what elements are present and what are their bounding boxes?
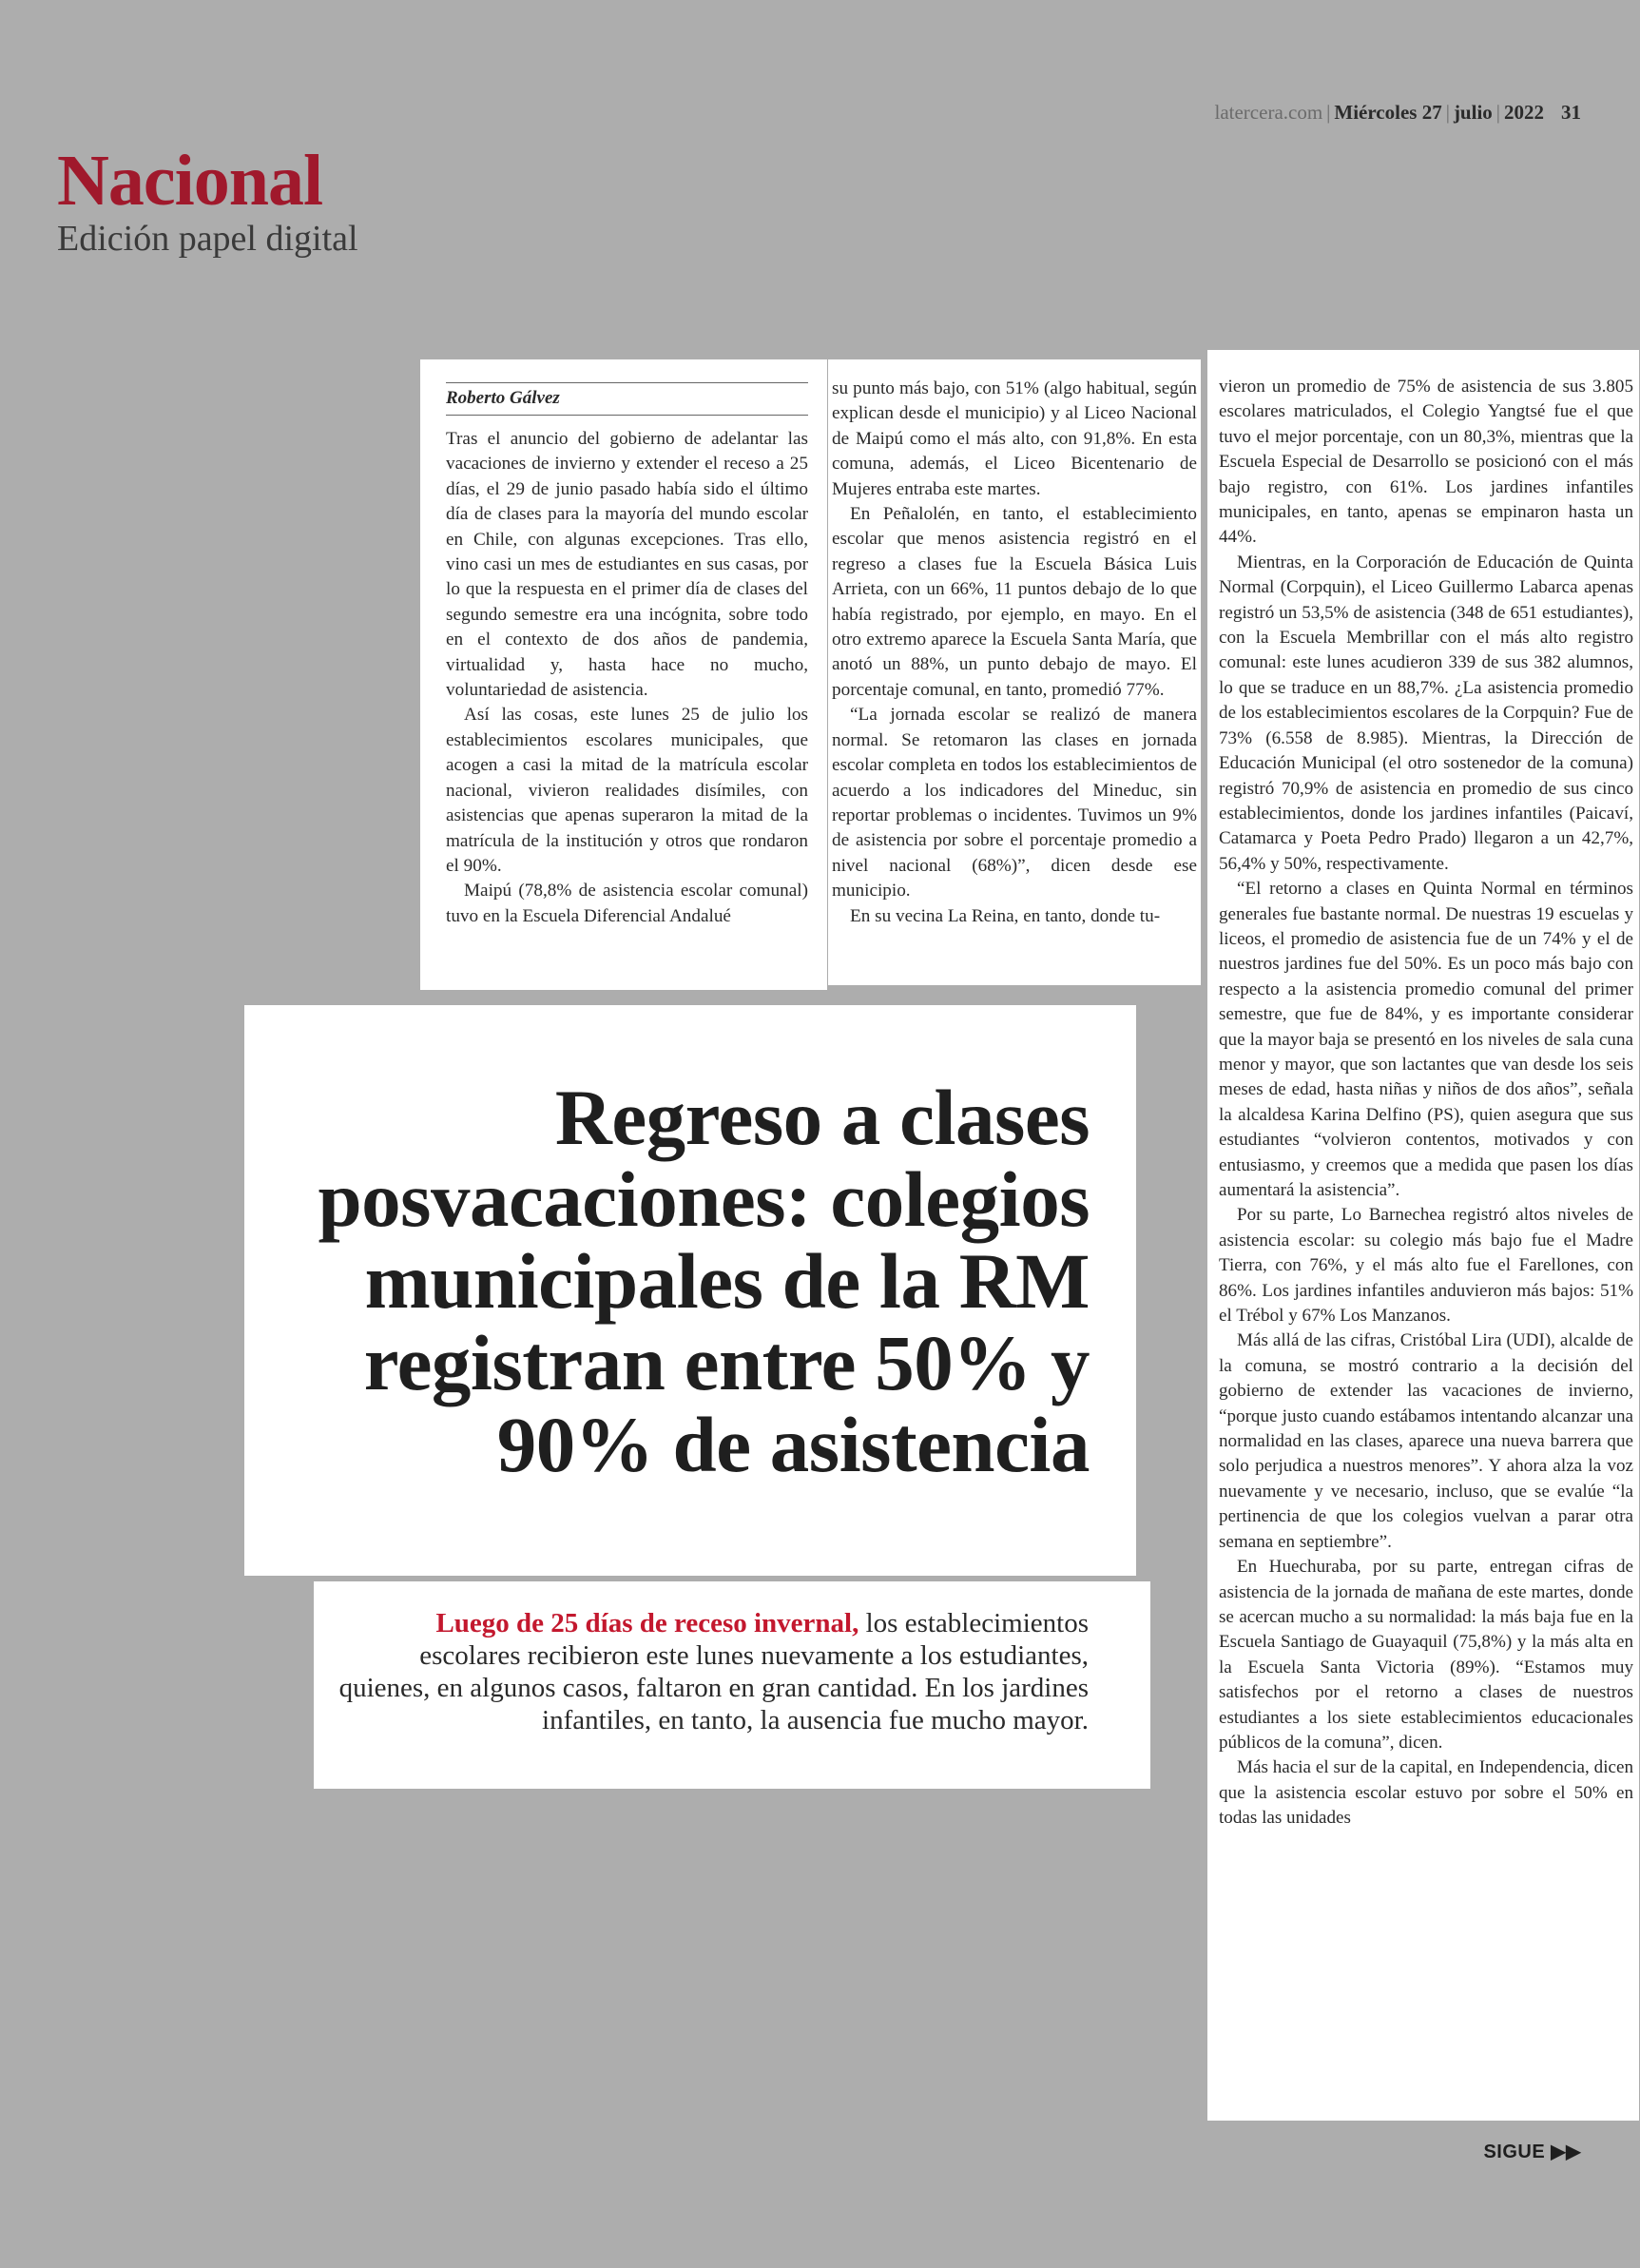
paragraph: Así las cosas, este lunes 25 de julio los establecimientos escolares municipales, que acogen a casi la mitad de la matrícula escolar nacional, vivieron realidades disímiles, con asistencias que apenas superaron la mitad de la matrícula de la institución y otros que rondaron el 90%. <box>446 705 808 876</box>
article-column-3 <box>1207 350 1639 2121</box>
paragraph: Más allá de las cifras, Cristóbal Lira (UDI), alcalde de la comuna, se mostró contrario a la decisión del gobierno de extender las vacaciones de invierno, “porque justo cuando estábamos intentando alcanzar una normalidad en las clases, aparece una nueva barrera que solo perjudica a nuestros menores”. Y ahora alza la voz nuevamente y ve necesario, incluso, que se evalúe “la pertinencia de que los colegios vuelvan a parar otra semana en septiembre”. <box>1219 1330 1633 1552</box>
deck-text: los establecimientos escolares recibieron este lunes nuevamente a los estudiantes, quienes, en algunos casos, faltaron en gran cantidad. En los jardines infantiles, en tanto, la ausencia fue mucho mayor. <box>338 1608 1089 1735</box>
site-name: latercera.com <box>1214 101 1323 124</box>
paragraph: “La jornada escolar se realizó de manera normal. Se retomaron las clases en jornada escolar completa en todos los establecimientos de acuerdo a los indicadores del Mineduc, sin reportar problemas o incidentes. Tuvimos un 9% de asistencia por sobre el porcentaje promedio a nivel nacional (68%)”, dicen desde ese municipio. <box>832 705 1197 901</box>
section-subtitle: Edición papel digital <box>57 219 358 259</box>
date-day: Miércoles 27 <box>1334 101 1442 124</box>
paragraph: Mientras, en la Corporación de Educación de Quinta Normal (Corpquin), el Liceo Guillermo Labarca apenas registró un 53,5% de asistencia (348 de 651 estudiantes), con la Escuela Membrillar con el más alto registro comunal: este lunes acudieron 339 de sus 382 alumnos, lo que se traduce en un 88,7%. ¿La asistencia promedio de los establecimientos escolares de la Corpquin? Fue de 73% (6.558 de 8.985). Mientras, la Dirección de Educación Municipal (el otro sostenedor de la comuna) registró 70,9% de asistencia en promedio de sus cinco establecimientos, donde los jardines infantiles (Paicaví, Catamarca y Poeta Pedro Prado) llegaron a un 42,7%, 56,4% y 50%, respectivamente. <box>1219 552 1633 874</box>
paragraph: En su vecina La Reina, en tanto, donde tu- <box>850 905 1161 926</box>
paragraph: Maipú (78,8% de asistencia escolar comunal) tuvo en la Escuela Diferencial Andalué <box>446 881 808 926</box>
deck-lead: Luego de 25 días de receso invernal, <box>435 1608 859 1638</box>
byline: Roberto Gálvez <box>446 382 808 416</box>
page-header-line: latercera.com | Miércoles 27 | julio | 2022 31 <box>1214 101 1581 124</box>
deck-box <box>314 1581 1150 1789</box>
paragraph: En Peñalolén, en tanto, el establecimiento escolar que menos asistencia registró en el regreso a clases fue la Escuela Básica Luis Arrieta, con un 66%, 11 puntos debajo de lo que había registrado, por ejemplo, en mayo. En el otro extremo aparece la Escuela Santa María, que anotó un 88%, un punto debajo de mayo. El porcentaje comunal, en tanto, promedió 77%. <box>832 504 1197 700</box>
date-year: 2022 <box>1504 101 1544 124</box>
article-column-2 <box>828 359 1201 985</box>
paragraph: “El retorno a clases en Quinta Normal en términos generales fue bastante normal. De nuestras 19 escuelas y liceos, el promedio de asistencia fue de un 74% y el de nuestros jardines fue del 50%. Es un poco más bajo con respecto a la asistencia promedio comunal del primer semestre, que fue de 84%, y es importante considerar que la mayor baja se presentó en los niveles de sala cuna menor y mayor, que son lactantes que van desde los seis meses de edad, hasta niñas y niños de dos años”, señala la alcaldesa Karina Delfino (PS), quien asegura que sus estudiantes “volvieron contentos, motivados y con entusiasmo, y creemos que a medida que pasen los días aumentará la asistencia”. <box>1219 879 1633 1200</box>
headline: Regreso a clases posvacaciones: colegios municipales de la RM registran entre 50% y 90% de asistencia <box>318 1074 1090 1488</box>
headline-box <box>244 1005 1136 1576</box>
page-number: 31 <box>1561 101 1581 124</box>
paragraph: Más hacia el sur de la capital, en Independencia, dicen que la asistencia escolar estuvo por sobre el 50% en todas las unidades <box>1219 1757 1633 1829</box>
section-title: Nacional <box>57 141 323 221</box>
paragraph: su punto más bajo, con 51% (algo habitual, según explican desde el municipio) y al Liceo Nacional de Maipú como el más alto, con 91,8%. En esta comuna, además, el Liceo Bicentenario de Mujeres entraba este martes. <box>832 378 1197 499</box>
continue-label: SIGUE ▶▶ <box>1483 2142 1581 2162</box>
paragraph: Tras el anuncio del gobierno de adelantar las vacaciones de invierno y extender el receso a 25 días, el 29 de junio pasado había sido el último día de clases para la mayoría del mundo escolar en Chile, con algunas excepciones. Tras ello, vino casi un mes de estudiantes en sus casas, por lo que la respuesta en el primer día de clases del segundo semestre era una incógnita, sobre todo en el contexto de dos años de pandemia, virtualidad y, hasta hace no mucho, voluntariedad de asistencia. <box>446 429 808 701</box>
deck <box>333 1607 1089 1736</box>
date-month: julio <box>1453 101 1493 124</box>
paragraph: En Huechuraba, por su parte, entregan cifras de asistencia de la jornada de mañana de este martes, donde se acercan mucho a su normalidad: la más baja fue en la Escuela Santiago de Guayaquil (75,8%) y la más alta en la Escuela Santa Victoria (89%). “Estamos muy satisfechos por el retorno a clases de nuestros estudiantes a los siete establecimientos educacionales públicos de la comuna”, dicen. <box>1219 1557 1633 1753</box>
paragraph: vieron un promedio de 75% de asistencia de sus 3.805 escolares matriculados, el Colegio Yangtsé fue el que tuvo el mejor porcentaje, con un 80,3%, mientras que la Escuela Especial de Desarrollo se posicionó con el más bajo registro, con 61%. Los jardines infantiles municipales, en tanto, apenas se empinaron hasta un 44%. <box>1219 377 1633 548</box>
article-column-1 <box>420 359 827 990</box>
paragraph: Por su parte, Lo Barnechea registró altos niveles de asistencia escolar: su colegio más bajo fue el Madre Tierra, con 76%, y el más alto fue el Farellones, con 86%. Los jardines infantiles anduvieron más bajos: 51% el Trébol y 67% Los Manzanos. <box>1219 1205 1633 1327</box>
